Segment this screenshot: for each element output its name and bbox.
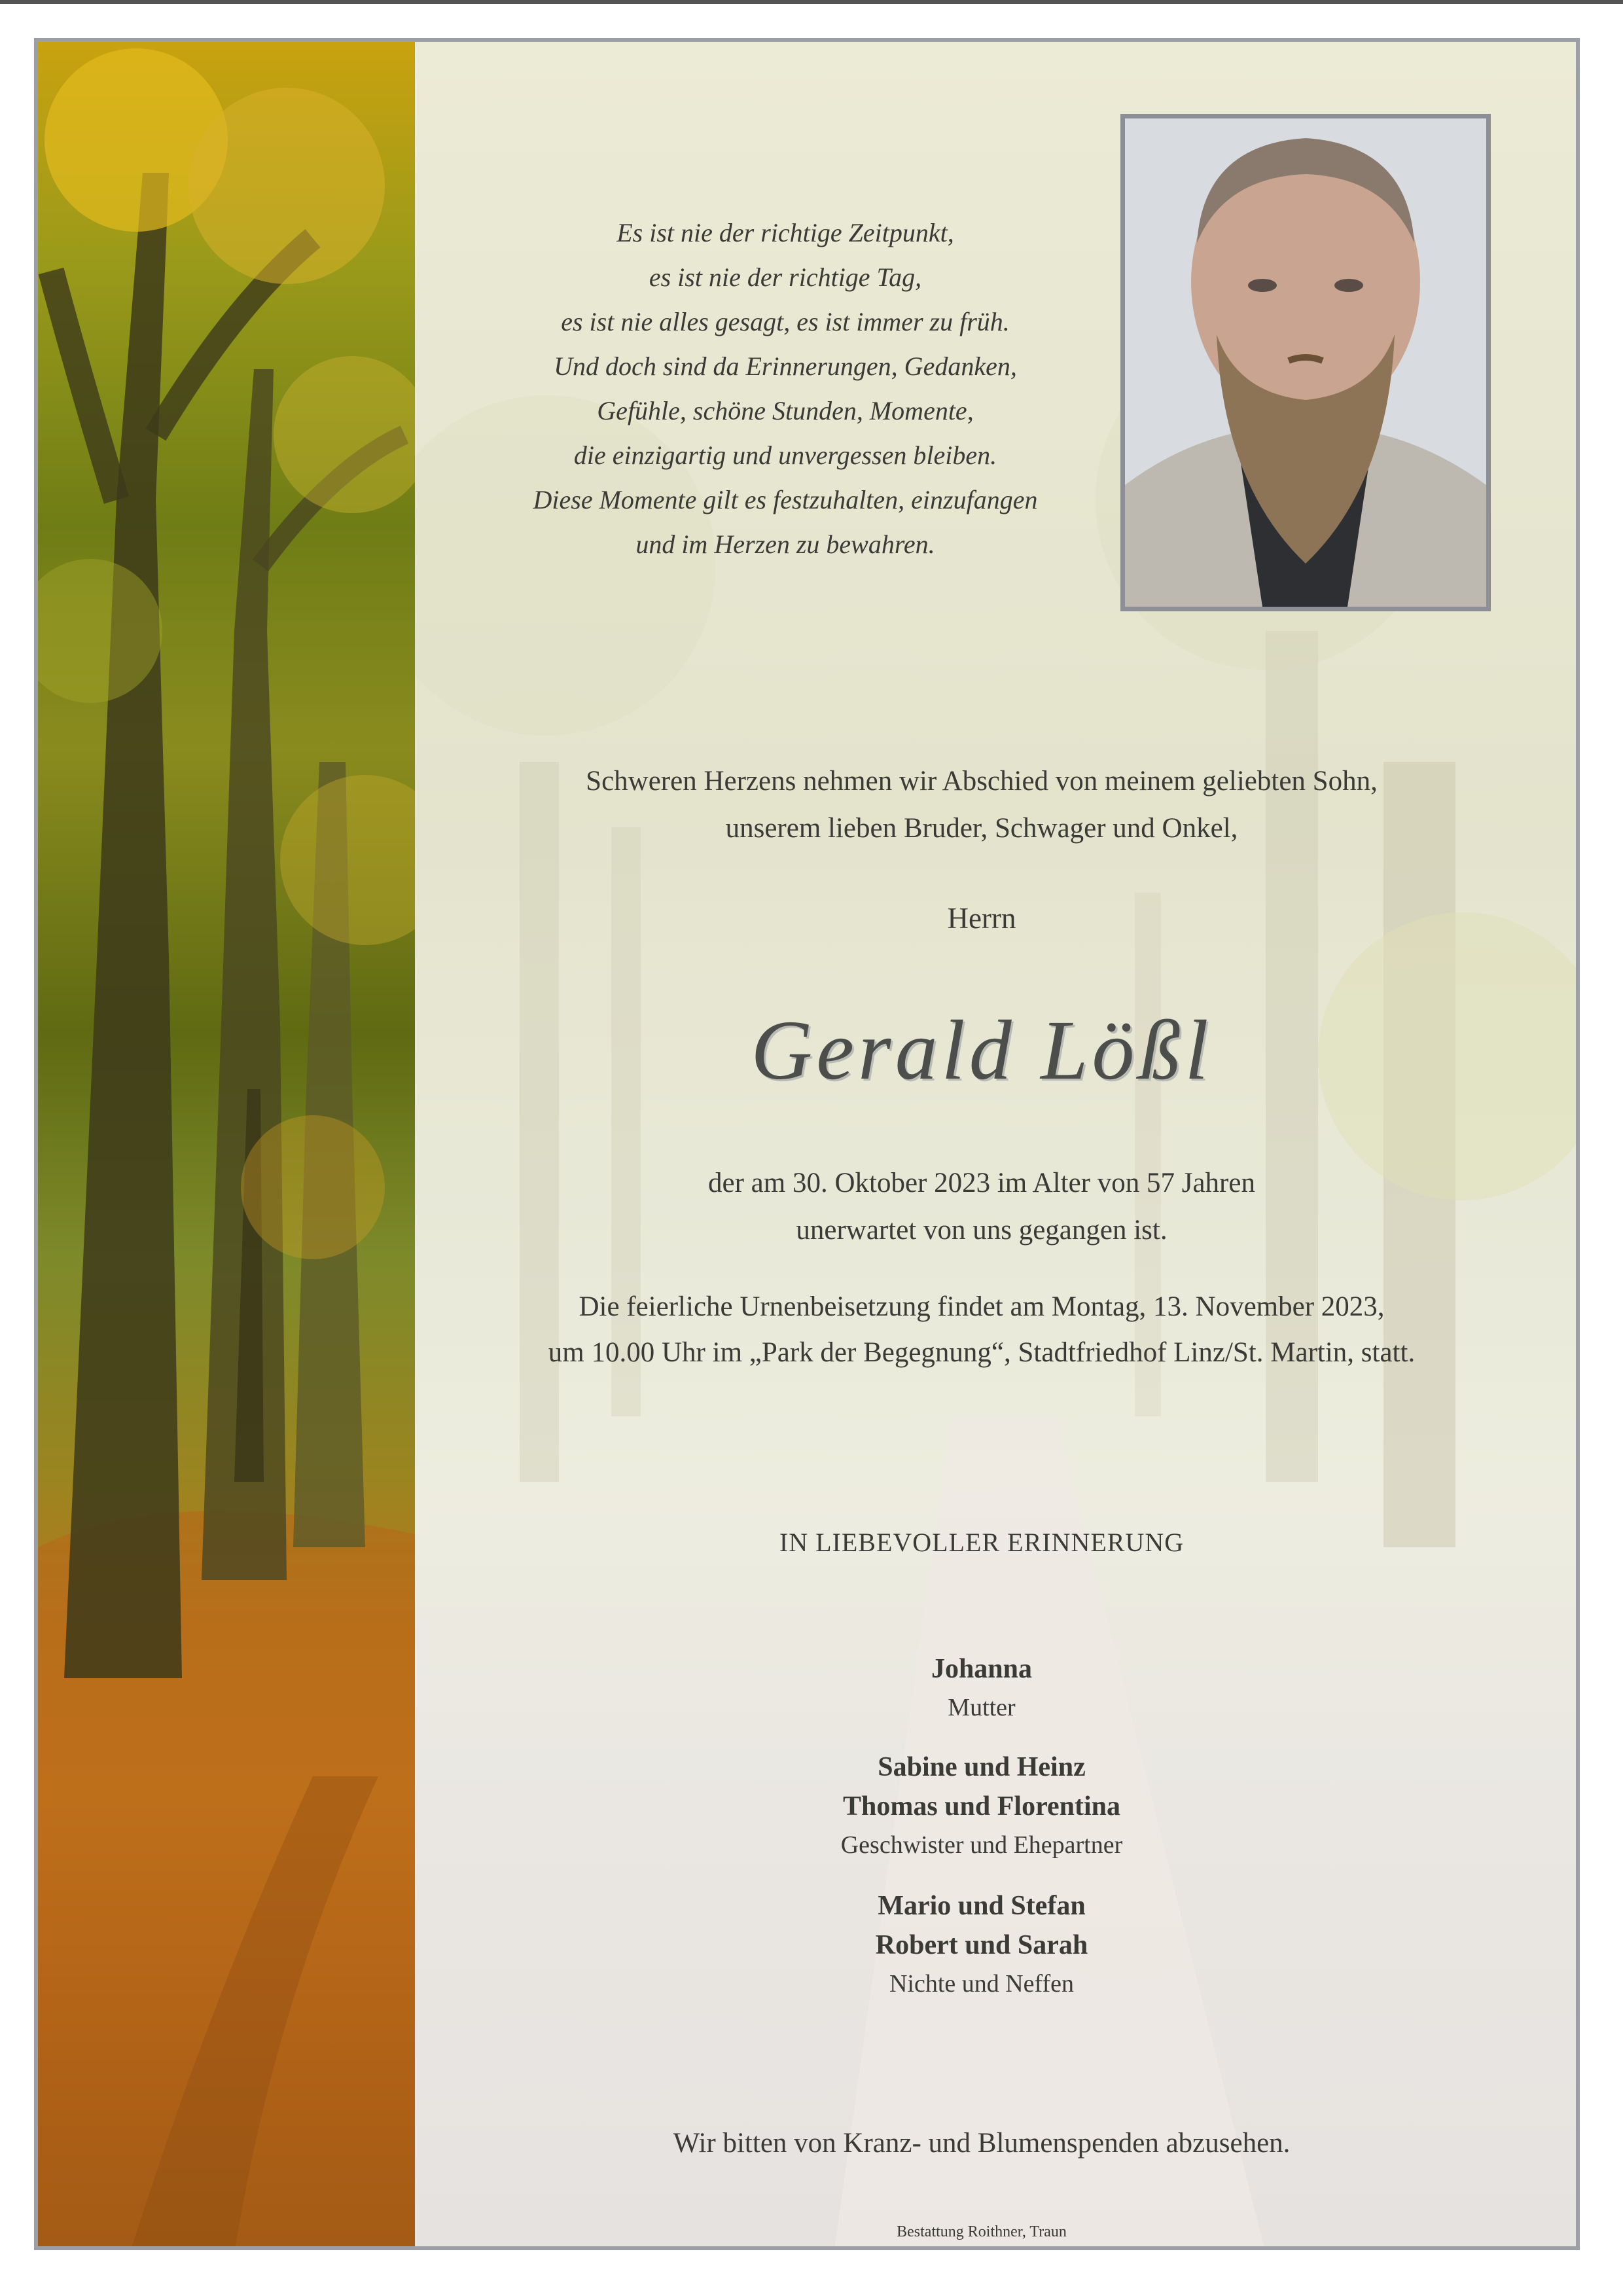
- mourner-name: Mario und Stefan: [878, 1891, 1086, 1921]
- poem: [458, 211, 1113, 567]
- funeral-notice: [380, 1284, 1584, 1376]
- mourner-relation: Mutter: [948, 1694, 1016, 1721]
- memory-heading: IN LIEBEVOLLER ERINNERUNG: [779, 1528, 1185, 1557]
- mourner-relation: Nichte und Neffen: [889, 1970, 1075, 1998]
- death-line: der am 30. Oktober 2023 im Alter von 57 Jahren: [708, 1168, 1255, 1198]
- mourner-name: Johanna: [931, 1654, 1033, 1684]
- poem-line: die einzigartig und unvergessen bleiben.: [573, 440, 997, 470]
- salutation: Herrn: [947, 902, 1016, 935]
- portrait-photo: [1120, 114, 1491, 611]
- poem-line: es ist nie der richtige Tag,: [649, 262, 922, 292]
- top-edge-line: [0, 0, 1623, 4]
- mourner-group-siblings: [380, 1748, 1584, 1864]
- intro-text: [380, 758, 1584, 852]
- funeral-line: Die feierliche Urnenbeisetzung findet am Montag, 13. November 2023,: [579, 1291, 1385, 1322]
- poem-line: Und doch sind da Erinnerungen, Gedanken,: [554, 351, 1017, 381]
- mourner-name: Thomas und Florentina: [843, 1791, 1120, 1821]
- death-notice: [380, 1160, 1584, 1254]
- autumn-trees-image: [38, 42, 415, 2246]
- intro-line: unserem lieben Bruder, Schwager und Onkel,: [725, 813, 1238, 844]
- poem-line: und im Herzen zu bewahren.: [635, 529, 935, 559]
- deceased-name: Gerald Lößl: [751, 1003, 1213, 1098]
- poem-line: es ist nie alles gesagt, es ist immer zu früh.: [561, 307, 1010, 336]
- mourner-group-niece-nephews: [380, 1886, 1584, 2003]
- closing-wish: Wir bitten von Kranz- und Blumenspenden abzusehen.: [673, 2128, 1291, 2159]
- death-line: unerwartet von uns gegangen ist.: [796, 1215, 1168, 1246]
- intro-line: Schweren Herzens nehmen wir Abschied von meinem geliebten Sohn,: [586, 766, 1378, 797]
- mourner-name: Sabine und Heinz: [878, 1752, 1086, 1782]
- undertaker-credit: Bestattung Roithner, Traun: [897, 2223, 1067, 2240]
- funeral-line: um 10.00 Uhr im „Park der Begegnung“, Stadtfriedhof Linz/St. Martin, statt.: [548, 1337, 1416, 1368]
- mourner-relation: Geschwister und Ehepartner: [840, 1831, 1123, 1859]
- mourner-name: Robert und Sarah: [875, 1930, 1088, 1960]
- poem-line: Diese Momente gilt es festzuhalten, einzufangen: [533, 485, 1038, 514]
- mourner-group-mother: [380, 1649, 1584, 1727]
- poem-line: Gefühle, schöne Stunden, Momente,: [597, 396, 974, 425]
- poem-line: Es ist nie der richtige Zeitpunkt,: [616, 218, 954, 247]
